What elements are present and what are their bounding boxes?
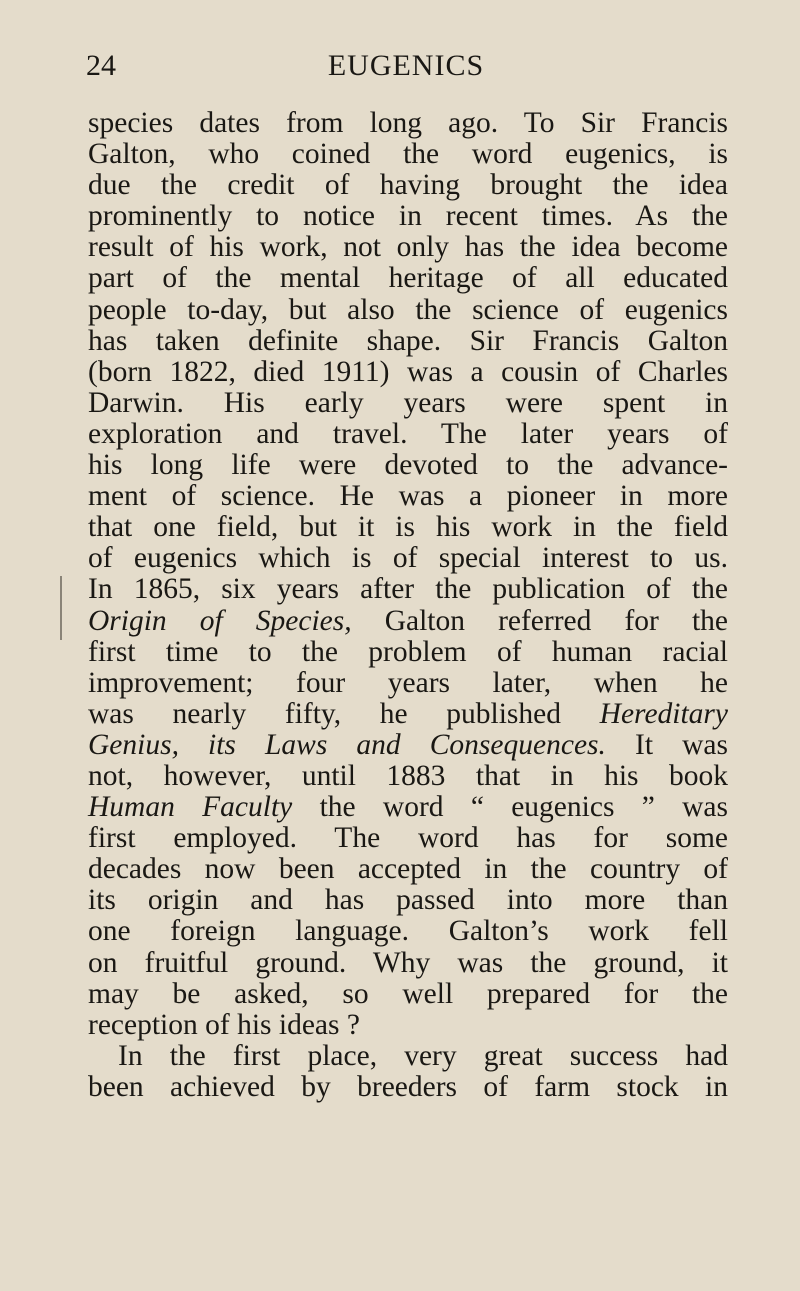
text-line: been achieved by breeders of farm stock in: [88, 1070, 728, 1103]
running-title: EUGENICS: [327, 49, 485, 82]
paragraph-start-line: In the first place, very great success had: [118, 1039, 728, 1072]
text-line: of eugenics which is of special interest to us.: [88, 542, 728, 575]
text-line: (born 1822, died 1911) was a cousin of Charles: [88, 355, 728, 388]
text-line: has taken definite shape. Sir Francis Galton: [88, 324, 728, 357]
paragraph-end-line: reception of his ideas ?: [88, 1008, 360, 1041]
text-line: Galton, who coined the word eugenics, is: [88, 138, 728, 171]
text-line: due the credit of having brought the idea: [88, 169, 728, 202]
text-line: result of his work, not only has the idea become: [88, 231, 728, 264]
margin-mark: [60, 576, 62, 640]
running-head: [86, 46, 726, 86]
text-line: first employed. The word has for some: [88, 822, 728, 855]
text-line: Darwin. His early years were spent in: [88, 386, 728, 419]
text-fragment: was nearly fifty, he published: [88, 697, 600, 730]
body-text: [88, 108, 728, 1103]
text-line: improvement; four years later, when he: [88, 666, 728, 699]
text-line: people to-day, but also the science of eugenics: [88, 293, 728, 326]
text-line: its origin and has passed into more than: [88, 884, 728, 917]
text-line: species dates from long ago. To Sir Francis: [88, 107, 728, 139]
text-line: not, however, until 1883 that in his book: [88, 759, 728, 792]
text-line: [88, 792, 728, 823]
text-line: In 1865, six years after the publication of the: [88, 573, 728, 606]
text-line: one foreign language. Galton’s work fell: [88, 915, 728, 948]
text-line: [88, 730, 728, 761]
text-line: [88, 699, 728, 730]
page-number: 24: [86, 49, 116, 82]
text-line: decades now been accepted in the country of: [88, 853, 728, 886]
text-line: may be asked, so well prepared for the: [88, 977, 728, 1010]
text-line: that one field, but it is his work in the field: [88, 511, 728, 544]
text-line: his long life were devoted to the advance-: [88, 449, 728, 482]
text-fragment: It was: [605, 728, 728, 761]
italic-book-title: Origin of Species,: [88, 604, 352, 637]
italic-book-title: Human Faculty: [88, 791, 293, 824]
text-line: first time to the problem of human racial: [88, 635, 728, 668]
italic-book-title: Genius, its Laws and Consequences.: [88, 728, 606, 761]
text-fragment: the word “ eugenics ” was: [292, 791, 728, 824]
text-fragment: Galton referred for the: [351, 604, 728, 637]
text-line: on fruitful ground. Why was the ground, it: [88, 946, 728, 979]
text-line: exploration and travel. The later years of: [88, 417, 728, 450]
italic-book-title: Hereditary: [599, 697, 728, 730]
text-line: prominently to notice in recent times. As the: [88, 200, 728, 233]
text-line: [88, 606, 728, 637]
text-line: part of the mental heritage of all educated: [88, 262, 728, 295]
text-line: ment of science. He was a pioneer in more: [88, 480, 728, 513]
